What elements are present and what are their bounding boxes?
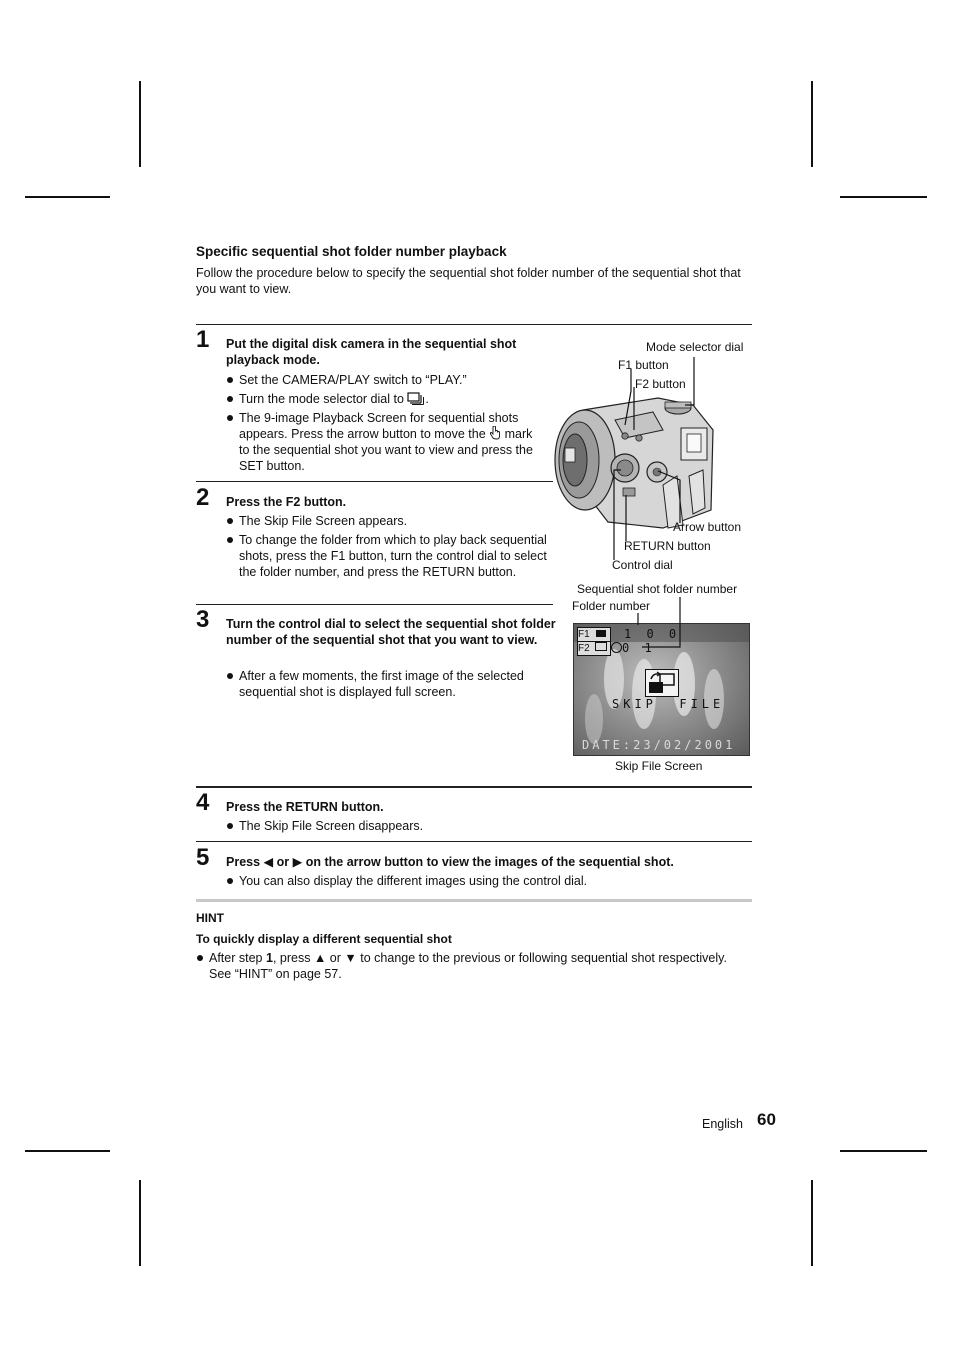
step-number: 5 <box>196 844 210 871</box>
step-number: 1 <box>196 326 210 353</box>
crop-mark <box>811 1180 813 1266</box>
step-heading: Turn the control dial to select the sequential shot folder number of the sequential shot that you want to view. <box>226 617 556 647</box>
date-stamp: DATE:23/02/2001 <box>582 738 736 752</box>
step-bullets <box>226 873 746 892</box>
section-end-divider <box>196 899 752 902</box>
step-bullets <box>226 668 546 703</box>
bullet-item: The Skip File Screen disappears. <box>226 818 726 834</box>
crop-mark <box>139 1180 141 1266</box>
step-heading: Press ◀ or ▶ on the arrow button to view the images of the sequential shot. <box>226 855 674 869</box>
screen-caption: Skip File Screen <box>615 759 703 773</box>
step-heading: Put the digital disk camera in the sequential shot playback mode. <box>226 337 517 367</box>
left-triangle-icon: ◀ <box>263 855 274 869</box>
step-bullets <box>226 372 546 477</box>
step-divider <box>196 786 752 788</box>
bullet-item: Turn the mode selector dial to . <box>226 391 546 407</box>
crop-mark <box>811 81 813 167</box>
crop-mark <box>25 1150 110 1152</box>
down-triangle-icon: ▼ <box>344 951 357 965</box>
bullet-item: To change the folder from which to play back sequential shots, press the F1 button, turn the control dial to select the folder number, and press the RETURN button. <box>226 532 548 580</box>
step-divider <box>196 324 752 325</box>
label-f2-button: F2 button <box>635 377 686 391</box>
crop-mark <box>840 1150 927 1152</box>
label-folder-number: Folder number <box>572 599 651 613</box>
step-bullets <box>226 818 726 837</box>
bullet-item: The Skip File Screen appears. <box>226 513 548 529</box>
f2-sequence-indicator: F2 <box>577 641 611 656</box>
step-divider <box>196 841 752 842</box>
hint-title: To quickly display a different sequential shot <box>196 932 452 946</box>
label-arrow-button: Arrow button <box>673 520 742 534</box>
up-triangle-icon: ▲ <box>313 951 327 965</box>
section-intro: Follow the procedure below to specify the sequential shot folder number of the sequential shot that you want to view. <box>196 266 741 296</box>
f1-folder-indicator: F1 <box>577 627 611 642</box>
step-number: 4 <box>196 789 210 816</box>
bullet-item: The 9-image Playback Screen for sequential shots appears. Press the arrow button to move the mark to the sequential shot you want to view and press the SET button. <box>226 410 546 474</box>
label-return-button: RETURN button <box>624 539 711 553</box>
bullet-item: After step 1, press ▲ or ▼ to change to the previous or following sequential shot respectively. See “HINT” on page 57. <box>196 950 744 982</box>
pointing-hand-icon <box>489 426 501 440</box>
step-bullets <box>226 513 548 583</box>
step-divider <box>196 604 553 605</box>
bullet-item: Set the CAMERA/PLAY switch to “PLAY.” <box>226 372 546 388</box>
crop-mark <box>25 196 110 198</box>
label-f1-button: F1 button <box>618 358 669 372</box>
bullet-item: You can also display the different images using the control dial. <box>226 873 746 889</box>
label-control-dial: Control dial <box>612 558 673 572</box>
page-number: 60 <box>757 1110 776 1129</box>
step-heading: Press the RETURN button. <box>226 800 384 814</box>
bullet-item: After a few moments, the first image of the selected sequential shot is displayed full screen. <box>226 668 546 700</box>
crop-mark <box>840 196 927 198</box>
footer-language: English <box>702 1117 743 1131</box>
label-mode-selector-dial: Mode selector dial <box>646 340 744 354</box>
section-title: Specific sequential shot folder number playback <box>196 244 507 259</box>
right-triangle-icon: ▶ <box>292 855 303 869</box>
sequential-shot-icon <box>407 392 425 405</box>
step-number: 3 <box>196 606 210 633</box>
step-divider <box>196 481 553 482</box>
screen-callout-lines <box>600 595 690 655</box>
sequence-folder-value: 0 1 <box>611 640 656 656</box>
step-heading: Press the F2 button. <box>226 495 347 509</box>
hint-bullets <box>196 950 744 985</box>
skip-file-title: SKIP FILE <box>612 697 725 711</box>
label-sequential-shot-folder-number: Sequential shot folder number <box>577 582 738 596</box>
hint-label: HINT <box>196 911 224 925</box>
step-number: 2 <box>196 484 210 511</box>
crop-mark <box>139 81 141 167</box>
folder-number-value: 1 0 0 <box>624 627 681 641</box>
skip-file-icon <box>645 669 679 697</box>
